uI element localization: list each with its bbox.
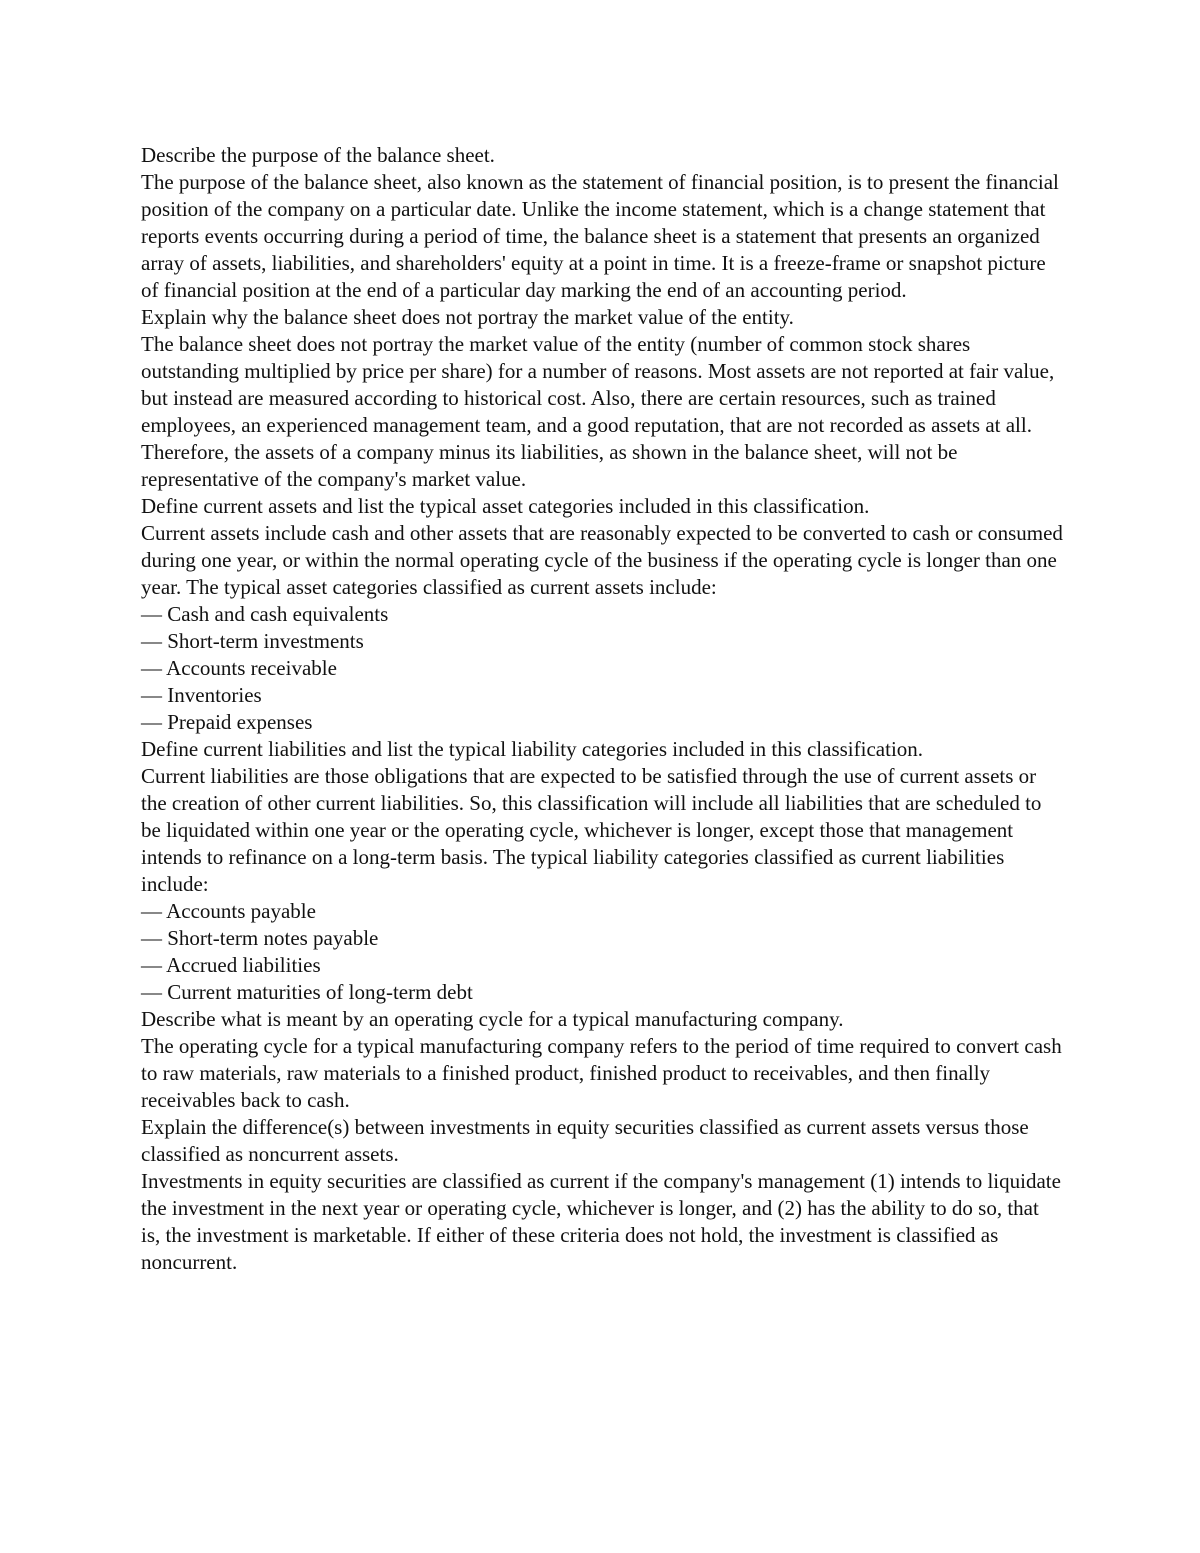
list-item: — Accounts payable [141, 899, 316, 923]
answer-1: The purpose of the balance sheet, also known as the statement of financial position, is to present the financial position of the company on a particular date. Unlike the income statement, which is a change statement that reports events occurring during a period of time, the balance sheet is a statement that presents an organized array of assets, liabilities, and shareholders' equity at a point in time. It is a freeze-frame or snapshot picture of financial position at the end of a particular day marking the end of an accounting period. [141, 170, 1059, 302]
list-item: — Cash and cash equivalents [141, 602, 389, 626]
answer-2: The balance sheet does not portray the market value of the entity (number of common stock shares outstanding multiplied by price per share) for a number of reasons. Most assets are not reported at fair value, but instead are measured according to historical cost. Also, there are certain resources, such as trained employees, an experienced management team, and a good reputation, that are not recorded as assets at all. Therefore, the assets of a company minus its liabilities, as shown in the balance sheet, will not be representative of the company's market value. [141, 332, 1055, 491]
answer-3: Current assets include cash and other assets that are reasonably expected to be converted to cash or consumed during one year, or within the normal operating cycle of the business if the operating cycle is longer than one year. The typical asset categories classified as current assets include: [141, 521, 1063, 599]
answer-6: Investments in equity securities are classified as current if the company's management (1) intends to liquidate the investment in the next year or operating cycle, whichever is longer, and (2) has the ability to do so, that is, the investment is marketable. If either of these criteria does not hold, the investment is classified as noncurrent. [141, 1169, 1061, 1274]
list-item: — Inventories [141, 683, 262, 707]
list-item: — Accrued liabilities [141, 953, 321, 977]
question-4: Define current liabilities and list the typical liability categories included in this classification. [141, 737, 924, 761]
list-item: — Current maturities of long-term debt [141, 980, 473, 1004]
list-item: — Short-term investments [141, 629, 364, 653]
list-item: — Prepaid expenses [141, 710, 313, 734]
answer-5: The operating cycle for a typical manufacturing company refers to the period of time required to convert cash to raw materials, raw materials to a finished product, finished product to receivables, and then finally receivables back to cash. [141, 1034, 1062, 1112]
question-6: Explain the difference(s) between investments in equity securities classified as current assets versus those classified as noncurrent assets. [141, 1115, 1029, 1166]
question-3: Define current assets and list the typical asset categories included in this classification. [141, 494, 870, 518]
list-item: — Short-term notes payable [141, 926, 379, 950]
list-item: — Accounts receivable [141, 656, 337, 680]
question-2: Explain why the balance sheet does not portray the market value of the entity. [141, 305, 794, 329]
answer-4: Current liabilities are those obligations that are expected to be satisfied through the use of current assets or the creation of other current liabilities. So, this classification will include all liabilities that are scheduled to be liquidated within one year or the operating cycle, whichever is longer, except those that management intends to refinance on a long-term basis. The typical liability categories classified as current liabilities include: [141, 764, 1042, 896]
question-1: Describe the purpose of the balance sheet. [141, 143, 495, 167]
question-5: Describe what is meant by an operating cycle for a typical manufacturing company. [141, 1007, 844, 1031]
document-page [141, 142, 1063, 1276]
